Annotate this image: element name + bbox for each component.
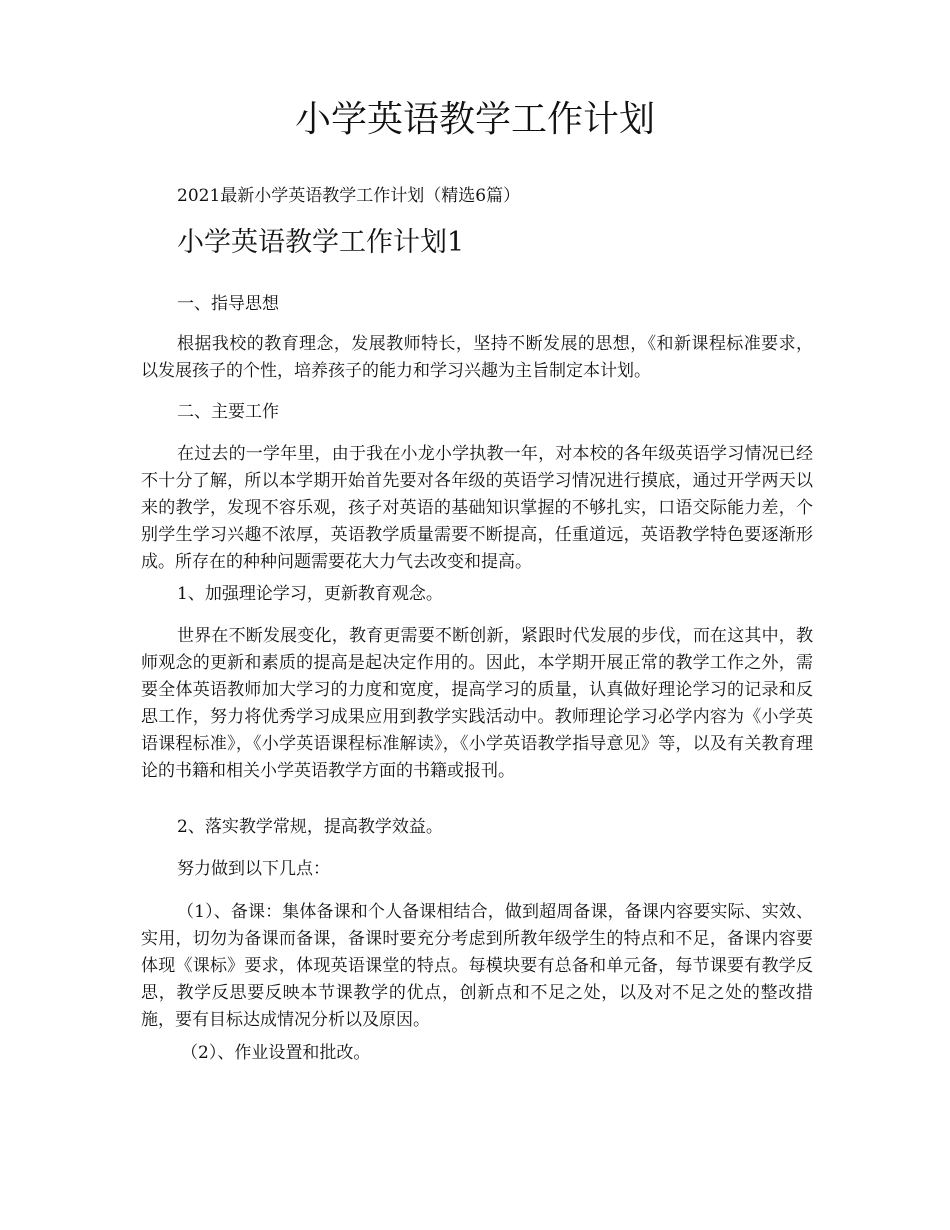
paragraph-main-work: 在过去的一学年里，由于我在小龙小学执教一年，对本校的各年级英语学习情况已经不十分了解，所以本学期开始首先要对各年级的英语学习情况进行摸底，通过开学两天以来的教学，发现不容乐观，孩子对英语的基础知识掌握的不够扎实，口语交际能力差，个别学生学习兴趣不浓厚，英语教学质量需要不断提高，任重道远，英语教学特色要逐渐形成。所存在的种种问题需要花大力气去改变和提高。	[141, 444, 813, 572]
document-subtitle: 2021最新小学英语教学工作计划（精选6篇）	[177, 186, 521, 206]
section-title: 小学英语教学工作计划1	[177, 227, 465, 258]
document-title: 小学英语教学工作计划	[294, 99, 655, 140]
heading-main-work: 二、主要工作	[177, 402, 279, 422]
item-teaching-routine: 2、落实教学常规，提高教学效益。	[177, 817, 443, 837]
heading-guiding-ideology: 一、指导思想	[177, 294, 279, 314]
paragraph-homework: （2）、作业设置和批改。	[181, 1043, 371, 1063]
paragraph-lesson-preparation: （1）、备课：集体备课和个人备课相结合，做到超周备课，备课内容要实际、实效、实用，切勿为备课而备课，备课时要充分考虑到所教年级学生的特点和不足，备课内容要体现《课标》要求，体现英语课堂的特点。每模块要有总备和单元备，每节课要有教学反思，教学反思要反映本节课教学的优点，创新点和不足之处，以及对不足之处的整改措施，要有目标达成情况分析以及原因。	[141, 902, 813, 1030]
paragraph-guiding-ideology: 根据我校的教育理念，发展教师特长，坚持不断发展的思想，《和新课程标准要求，以发展孩子的个性，培养孩子的能力和学习兴趣为主旨制定本计划。	[141, 334, 813, 381]
item-strengthen-theory: 1、加强理论学习，更新教育观念。	[177, 584, 443, 604]
paragraph-following-points: 努力做到以下几点：	[177, 859, 330, 879]
paragraph-theory-study: 世界在不断发展变化，教育更需要不断创新，紧跟时代发展的步伐，而在这其中，教师观念的更新和素质的提高是起决定作用的。因此，本学期开展正常的教学工作之外，需要全体英语教师加大学习的力度和宽度，提高学习的质量，认真做好理论学习的记录和反思工作，努力将优秀学习成果应用到教学实践活动中。教师理论学习必学内容为《小学英语课程标准》，《小学英语课程标准解读》，《小学英语教学指导意见》等，以及有关教育理论的书籍和相关小学英语教学方面的书籍或报刊。	[141, 626, 813, 781]
